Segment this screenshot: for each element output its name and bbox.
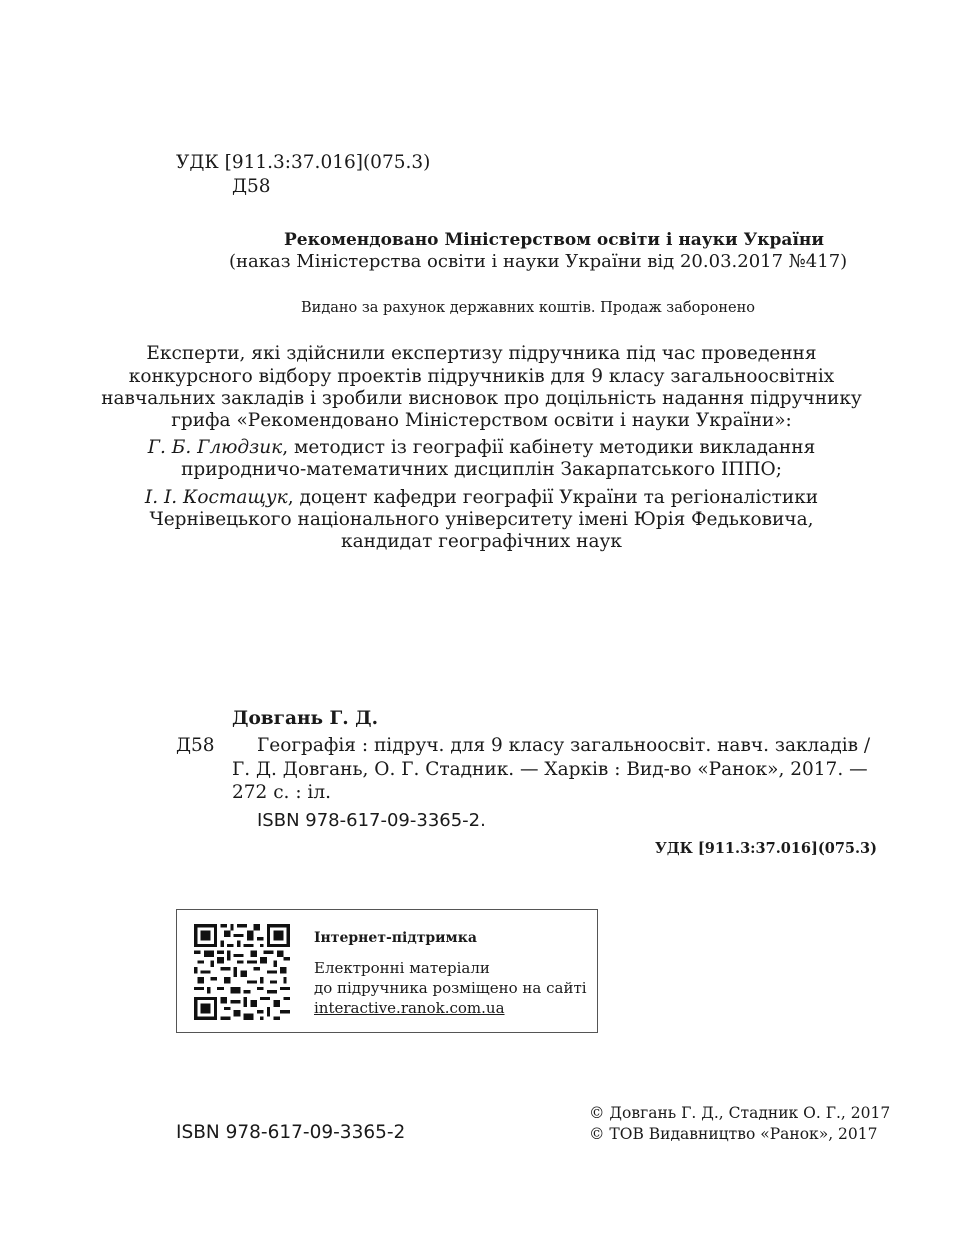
bibliography-line-2: Г. Д. Довгань, О. Г. Стадник. — Харків : Вид-во «Ранок», 2017. — — [232, 759, 868, 780]
footer-isbn: ISBN 978-617-09-3365-2 — [176, 1122, 406, 1143]
internet-support-url-link[interactable]: interactive.ranok.com.ua — [314, 999, 505, 1017]
expert-2-line-3: кандидат географічних наук — [341, 531, 622, 552]
recommendation-order: (наказ Міністерства освіти і науки України від 20.03.2017 №417) — [229, 251, 848, 272]
expert-1-line-1 — [0, 437, 963, 459]
copyright-authors: © Довгань Г. Д., Стадник О. Г., 2017 — [589, 1104, 891, 1122]
experts-intro-line-4: грифа «Рекомендовано Міністерством освіти і науки України»: — [171, 410, 792, 431]
expert-1-name: Г. Б. Глюдзик — [147, 437, 283, 458]
bibliography-udk: УДК [911.3:37.016](075.3) — [655, 840, 877, 857]
experts-intro-line-3: навчальних закладів і зробили висновок про доцільність надання підручнику — [101, 388, 862, 409]
expert-1-line-2: природничо-математичних дисциплін Закарпатського ІППО; — [181, 459, 782, 480]
experts-intro-line-2: конкурсного відбору проектів підручників для 9 класу загальноосвітніх — [128, 366, 835, 387]
internet-support-title: Інтернет-підтримка — [314, 930, 477, 946]
expert-2-line-2: Чернівецького національного університету імені Юрія Федьковича, — [149, 509, 814, 530]
copyright-publisher: © ТОВ Видавництво «Ранок», 2017 — [589, 1125, 878, 1143]
expert-2-position: , доцент кафедри географії України та регіоналістики — [287, 487, 819, 508]
bibliography-author: Довгань Г. Д. — [232, 708, 379, 729]
expert-1-position: , методист із географії кабінету методики викладання — [282, 437, 816, 458]
bibliography-isbn: ISBN 978-617-09-3365-2. — [257, 810, 486, 831]
funding-note: Видано за рахунок державних коштів. Продаж заборонено — [301, 300, 755, 316]
bibliography-line-3: 272 с. : іл. — [232, 782, 331, 803]
bibliography-line-1: Географія : підруч. для 9 класу загальноосвіт. навч. закладів / — [257, 735, 871, 756]
internet-support-line-1: Електронні матеріали — [314, 959, 490, 977]
udk-code: УДК [911.3:37.016](075.3) — [176, 152, 431, 173]
library-code: Д58 — [232, 176, 271, 197]
expert-2-name: І. І. Костащук — [144, 487, 288, 508]
experts-intro-line-1: Експерти, які здійснили експертизу підручника під час проведення — [146, 343, 817, 364]
qr-code-icon[interactable] — [194, 924, 290, 1020]
bibliography-code: Д58 — [176, 735, 215, 756]
expert-2-line-1 — [0, 487, 963, 509]
recommendation-title: Рекомендовано Міністерством освіти і науки України — [284, 230, 824, 250]
internet-support-box — [176, 909, 598, 1033]
internet-support-line-2: до підручника розміщено на сайті — [314, 979, 587, 997]
